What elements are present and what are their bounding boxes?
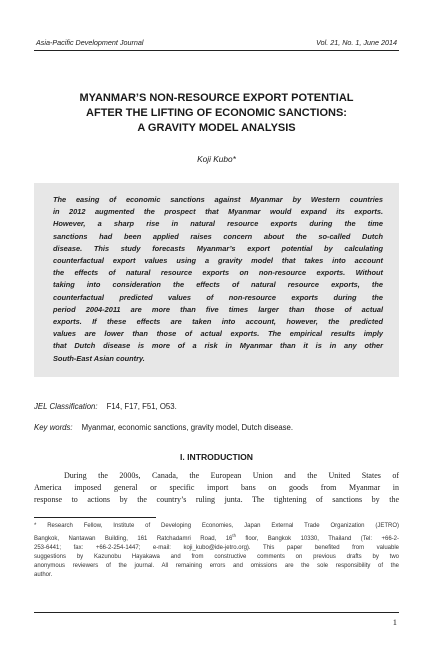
jel-classification <box>34 402 177 411</box>
abstract-line: exports. If these effects are taken into account, however, the predicted <box>53 317 383 327</box>
intro-line: response to actions by the country’s ruling junta. The tightening of sanctions by the <box>34 494 399 504</box>
footnote-line: anonymous reviewers of the journal. All remaining errors and omissions are the sole responsibility of the <box>34 563 399 569</box>
jel-value: F14, F17, F51, O53. <box>106 402 177 411</box>
footnote-line: author. <box>34 572 53 578</box>
intro-paragraph <box>34 470 399 505</box>
abstract-line: values are lower than those of actual exports. The empirical results imply <box>53 329 383 339</box>
abstract-line: sanctions had been applied raises concern about the so-called Dutch <box>53 231 383 241</box>
footnote <box>34 522 399 580</box>
abstract-line: the effects of natural resource exports on non-resource exports. Without <box>53 268 383 278</box>
section-heading: I. INTRODUCTION <box>179 452 254 462</box>
footnote-superscript: th <box>232 533 236 538</box>
journal-name: Asia-Pacific Development Journal <box>36 38 144 47</box>
abstract-line: counterfactual export values using a gravity model that takes into account <box>53 256 383 266</box>
footnote-line: * Research Fellow, Institute of Developing Economies, Japan External Trade Organization (JETRO) <box>34 523 399 529</box>
keywords-value: Myanmar, economic sanctions, gravity model, Dutch disease. <box>81 423 294 432</box>
abstract-line: taking into consideration the effects of natural resource exports, the <box>53 280 383 290</box>
footer-rule <box>34 612 399 613</box>
abstract-line: However, a sharp rise in natural resource exports during the time <box>53 219 383 229</box>
footnote-line <box>34 531 399 544</box>
paper-title <box>34 91 399 136</box>
abstract-line: period 2004-2011 are more than five times larger than those of actual <box>53 304 383 314</box>
keywords-label: Key words: <box>34 423 73 432</box>
issue-info: Vol. 21, No. 1, June 2014 <box>316 38 397 47</box>
header-rule <box>34 50 399 51</box>
intro-line: During the 2000s, Canada, the European Union and the United States of <box>64 471 399 480</box>
keywords <box>34 423 293 432</box>
title-line-2: AFTER THE LIFTING OF ECONOMIC SANCTIONS: <box>86 107 347 119</box>
abstract-line: South-East Asian country. <box>53 353 145 363</box>
footnote-address-rest: floor, Bangkok 10330, Thailand (Tel: +66-2- <box>235 536 400 542</box>
page-number: 1 <box>392 617 397 627</box>
abstract-line: disease. This study forecasts Myanmar’s export potential by calculating <box>53 243 383 253</box>
abstract-line: The easing of economic sanctions against Myanmar by Western countries <box>53 195 383 204</box>
title-line-1: MYANMAR’S NON-RESOURCE EXPORT POTENTIAL <box>79 92 354 104</box>
abstract-line: counterfactual predicted values of non-resource exports during the <box>53 292 383 302</box>
abstract-box <box>34 183 399 377</box>
author-name: Koji Kubo* <box>197 154 236 164</box>
abstract-text <box>53 194 383 365</box>
abstract-line: that Dutch disease is more of a risk in Myanmar than it is in any other <box>53 341 383 351</box>
footnote-line: 253-6441; fax: +66-2-254-1447; e-mail: koji_kubo@ide-jetro.org). This paper benefited from valuable <box>34 545 399 551</box>
footnote-address: Bangkok, Nantawan Building, 161 Ratchadamri Road, 16 <box>34 536 233 542</box>
footnote-rule <box>34 517 156 518</box>
footnote-line: suggestions by Kazunobu Hayakawa and from constructive comments on previous drafts by two <box>34 554 399 560</box>
jel-label: JEL Classification: <box>34 402 98 411</box>
intro-line: America imposed general or specific import bans on goods from Myanmar in <box>34 482 399 492</box>
abstract-line: in 2012 augmented the prospect that Myanmar would expand its exports. <box>53 207 383 217</box>
title-line-3: A GRAVITY MODEL ANALYSIS <box>137 122 296 134</box>
